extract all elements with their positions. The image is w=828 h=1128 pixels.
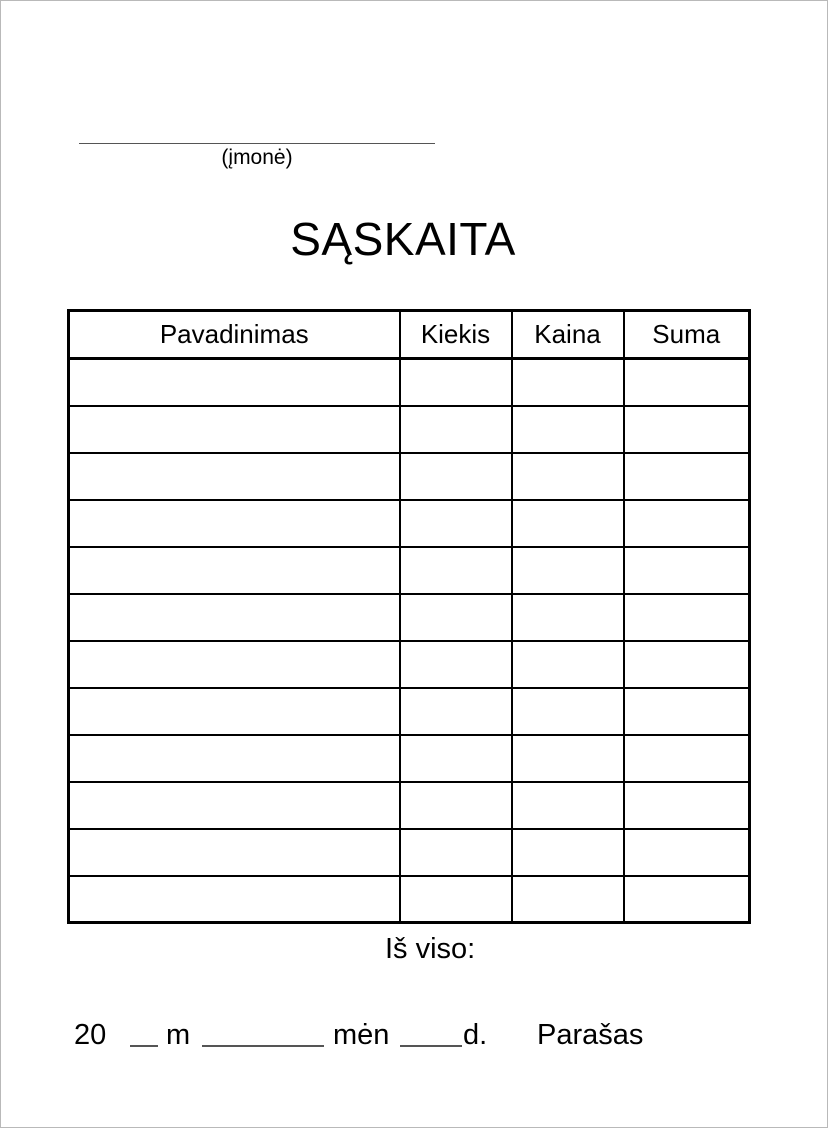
table-cell[interactable] — [624, 547, 750, 594]
column-header-sum: Suma — [624, 311, 750, 359]
table-row — [69, 641, 750, 688]
table-cell[interactable] — [624, 876, 750, 923]
table-cell[interactable] — [512, 829, 624, 876]
table-cell[interactable] — [624, 359, 750, 406]
table-cell[interactable] — [400, 406, 512, 453]
table-row — [69, 359, 750, 406]
table-cell[interactable] — [69, 782, 400, 829]
table-row — [69, 406, 750, 453]
total-label: Iš viso: — [385, 933, 476, 965]
table-cell[interactable] — [512, 782, 624, 829]
table-cell[interactable] — [400, 876, 512, 923]
table-cell[interactable] — [512, 406, 624, 453]
table-cell[interactable] — [69, 876, 400, 923]
table-cell[interactable] — [512, 359, 624, 406]
table-cell[interactable] — [512, 500, 624, 547]
table-cell[interactable] — [624, 500, 750, 547]
table-cell[interactable] — [69, 735, 400, 782]
table-cell[interactable] — [69, 594, 400, 641]
table-cell[interactable] — [512, 641, 624, 688]
table-cell[interactable] — [624, 782, 750, 829]
table-cell[interactable] — [624, 688, 750, 735]
table-body — [69, 359, 750, 923]
table-row — [69, 547, 750, 594]
day-label: d. — [463, 1019, 488, 1051]
table-cell[interactable] — [512, 688, 624, 735]
table-row — [69, 453, 750, 500]
table-row — [69, 735, 750, 782]
column-header-quantity: Kiekis — [400, 311, 512, 359]
table-cell[interactable] — [624, 594, 750, 641]
month-label: mėn — [333, 1019, 390, 1051]
signature-label: Parašas — [537, 1019, 644, 1051]
table-cell[interactable] — [512, 876, 624, 923]
month-blank — [202, 1045, 324, 1047]
table-cell[interactable] — [69, 688, 400, 735]
table-cell[interactable] — [624, 453, 750, 500]
table-row — [69, 876, 750, 923]
table-cell[interactable] — [69, 500, 400, 547]
column-header-name: Pavadinimas — [69, 311, 400, 359]
table-cell[interactable] — [400, 500, 512, 547]
table-cell[interactable] — [624, 735, 750, 782]
table-cell[interactable] — [400, 453, 512, 500]
invoice-table — [67, 309, 751, 924]
column-header-price: Kaina — [512, 311, 624, 359]
table-cell[interactable] — [512, 735, 624, 782]
table-cell[interactable] — [512, 453, 624, 500]
table-cell[interactable] — [69, 359, 400, 406]
table-cell[interactable] — [69, 406, 400, 453]
table-row — [69, 829, 750, 876]
page-title: SĄSKAITA — [290, 213, 516, 265]
table-cell[interactable] — [69, 641, 400, 688]
table-cell[interactable] — [400, 547, 512, 594]
table-cell[interactable] — [512, 547, 624, 594]
table-cell[interactable] — [400, 641, 512, 688]
table-cell[interactable] — [69, 547, 400, 594]
table-cell[interactable] — [624, 641, 750, 688]
table-cell[interactable] — [400, 359, 512, 406]
year-blank — [130, 1045, 158, 1047]
table-cell[interactable] — [69, 453, 400, 500]
table-cell[interactable] — [624, 406, 750, 453]
table-cell[interactable] — [400, 688, 512, 735]
company-blank-line — [79, 143, 435, 144]
table-cell[interactable] — [69, 829, 400, 876]
table-row — [69, 500, 750, 547]
table-row — [69, 688, 750, 735]
table-cell[interactable] — [512, 594, 624, 641]
day-blank — [400, 1045, 462, 1047]
table-cell[interactable] — [400, 594, 512, 641]
table-row — [69, 782, 750, 829]
table-header-row — [69, 311, 750, 359]
table-cell[interactable] — [624, 829, 750, 876]
table-row — [69, 594, 750, 641]
table-cell[interactable] — [400, 735, 512, 782]
table-cell[interactable] — [400, 829, 512, 876]
year-prefix: 20 — [74, 1019, 107, 1051]
company-caption: (įmonė) — [221, 146, 293, 169]
table-cell[interactable] — [400, 782, 512, 829]
year-suffix: m — [166, 1019, 191, 1051]
